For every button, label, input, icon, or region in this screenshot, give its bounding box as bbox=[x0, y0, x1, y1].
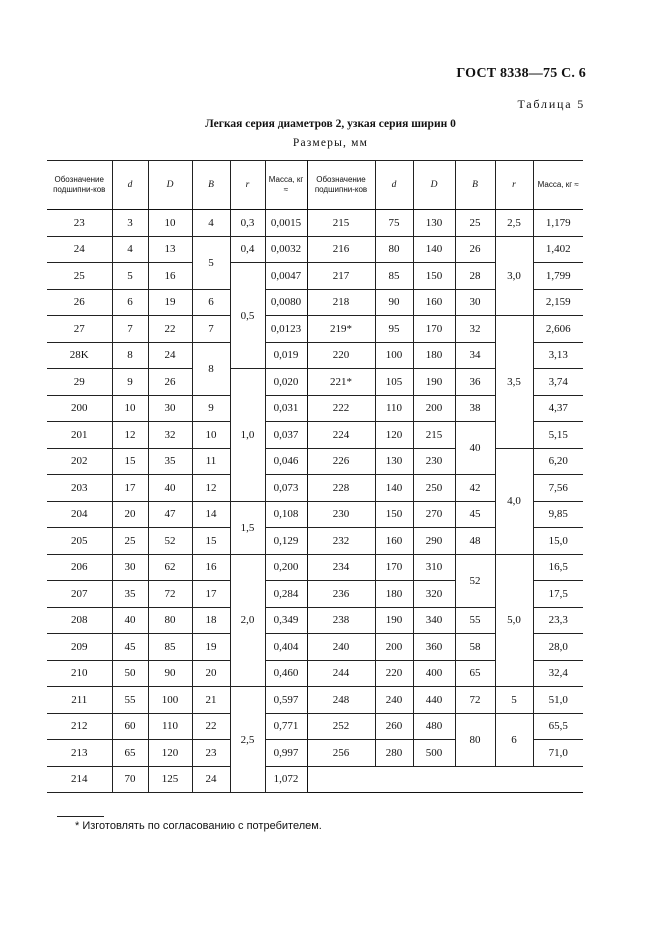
right-B-cell: 80 bbox=[455, 713, 495, 766]
left-D-cell: 40 bbox=[148, 475, 192, 502]
right-r-cell: 5 bbox=[495, 687, 533, 714]
right-designation-cell: 218 bbox=[307, 289, 375, 316]
left-D-cell: 110 bbox=[148, 713, 192, 740]
right-B-cell: 36 bbox=[455, 369, 495, 396]
right-B-cell: 40 bbox=[455, 422, 495, 475]
left-mass-cell: 0,597 bbox=[265, 687, 307, 714]
right-d-cell: 110 bbox=[375, 395, 413, 422]
right-D-cell: 180 bbox=[413, 342, 455, 369]
left-mass-cell: 0,020 bbox=[265, 369, 307, 396]
right-designation-cell: 238 bbox=[307, 607, 375, 634]
left-designation-cell: 206 bbox=[47, 554, 112, 581]
right-D-cell: 160 bbox=[413, 289, 455, 316]
right-r-cell: 3,0 bbox=[495, 236, 533, 316]
left-mass-cell: 0,0080 bbox=[265, 289, 307, 316]
right-mass-cell: 1,402 bbox=[533, 236, 583, 263]
right-mass-cell: 2,159 bbox=[533, 289, 583, 316]
right-D-cell: 190 bbox=[413, 369, 455, 396]
left-designation-cell: 26 bbox=[47, 289, 112, 316]
col-header-mass: Масса, кг ≈ bbox=[533, 161, 583, 210]
left-D-cell: 22 bbox=[148, 316, 192, 343]
right-designation-cell: 232 bbox=[307, 528, 375, 555]
right-d-cell: 140 bbox=[375, 475, 413, 502]
left-d-cell: 35 bbox=[112, 581, 148, 608]
footnote: * Изготовлять по согласованию с потребителем. bbox=[75, 820, 322, 832]
right-D-cell: 250 bbox=[413, 475, 455, 502]
right-mass-cell: 51,0 bbox=[533, 687, 583, 714]
left-designation-cell: 24 bbox=[47, 236, 112, 263]
left-mass-cell: 0,046 bbox=[265, 448, 307, 475]
left-designation-cell: 214 bbox=[47, 766, 112, 793]
left-B-cell: 4 bbox=[192, 210, 230, 237]
right-B-cell: 38 bbox=[455, 395, 495, 422]
left-D-cell: 10 bbox=[148, 210, 192, 237]
left-designation-cell: 29 bbox=[47, 369, 112, 396]
left-B-cell: 8 bbox=[192, 342, 230, 395]
left-B-cell: 9 bbox=[192, 395, 230, 422]
right-d-cell: 260 bbox=[375, 713, 413, 740]
right-designation-cell: 224 bbox=[307, 422, 375, 449]
right-designation-cell: 217 bbox=[307, 263, 375, 290]
page-header: ГОСТ 8338—75 С. 6 bbox=[456, 66, 586, 81]
right-B-cell: 45 bbox=[455, 501, 495, 528]
right-d-cell: 280 bbox=[375, 740, 413, 767]
left-r-cell: 0,5 bbox=[230, 263, 265, 369]
header-row bbox=[47, 161, 583, 210]
left-d-cell: 25 bbox=[112, 528, 148, 555]
right-d-cell: 200 bbox=[375, 634, 413, 661]
table-number: Таблица 5 bbox=[517, 97, 585, 111]
left-d-cell: 45 bbox=[112, 634, 148, 661]
right-D-cell: 140 bbox=[413, 236, 455, 263]
right-D-cell: 320 bbox=[413, 581, 455, 608]
col-header-B: B bbox=[455, 161, 495, 210]
left-B-cell: 12 bbox=[192, 475, 230, 502]
right-mass-cell: 1,799 bbox=[533, 263, 583, 290]
left-mass-cell: 0,0047 bbox=[265, 263, 307, 290]
left-B-cell: 15 bbox=[192, 528, 230, 555]
left-designation-cell: 23 bbox=[47, 210, 112, 237]
table-subtitle: Размеры, мм bbox=[292, 137, 369, 149]
right-d-cell: 80 bbox=[375, 236, 413, 263]
left-D-cell: 62 bbox=[148, 554, 192, 581]
left-mass-cell: 0,0123 bbox=[265, 316, 307, 343]
right-designation-cell: 248 bbox=[307, 687, 375, 714]
left-B-cell: 7 bbox=[192, 316, 230, 343]
table-row bbox=[47, 316, 583, 343]
left-B-cell: 11 bbox=[192, 448, 230, 475]
left-mass-cell: 0,073 bbox=[265, 475, 307, 502]
left-designation-cell: 207 bbox=[47, 581, 112, 608]
right-D-cell: 170 bbox=[413, 316, 455, 343]
left-r-cell: 2,0 bbox=[230, 554, 265, 687]
right-d-cell: 130 bbox=[375, 448, 413, 475]
left-mass-cell: 0,0032 bbox=[265, 236, 307, 263]
col-header-d: d bbox=[112, 161, 148, 210]
right-mass-cell: 28,0 bbox=[533, 634, 583, 661]
right-designation-cell: 226 bbox=[307, 448, 375, 475]
right-designation-cell: 215 bbox=[307, 210, 375, 237]
footnote-rule bbox=[57, 816, 104, 817]
right-d-cell: 160 bbox=[375, 528, 413, 555]
left-D-cell: 30 bbox=[148, 395, 192, 422]
right-d-cell: 180 bbox=[375, 581, 413, 608]
table-row bbox=[47, 766, 583, 793]
right-d-cell: 220 bbox=[375, 660, 413, 687]
right-designation-cell: 256 bbox=[307, 740, 375, 767]
right-d-cell: 105 bbox=[375, 369, 413, 396]
left-mass-cell: 0,031 bbox=[265, 395, 307, 422]
left-designation-cell: 204 bbox=[47, 501, 112, 528]
right-B-cell: 30 bbox=[455, 289, 495, 316]
left-d-cell: 7 bbox=[112, 316, 148, 343]
right-designation-cell: 244 bbox=[307, 660, 375, 687]
right-d-cell: 150 bbox=[375, 501, 413, 528]
left-B-cell: 20 bbox=[192, 660, 230, 687]
left-r-cell: 2,5 bbox=[230, 687, 265, 793]
left-designation-cell: 208 bbox=[47, 607, 112, 634]
right-mass-cell: 23,3 bbox=[533, 607, 583, 634]
col-header-D: D bbox=[148, 161, 192, 210]
right-D-cell: 500 bbox=[413, 740, 455, 767]
left-d-cell: 5 bbox=[112, 263, 148, 290]
left-designation-cell: 27 bbox=[47, 316, 112, 343]
left-B-cell: 10 bbox=[192, 422, 230, 449]
left-B-cell: 14 bbox=[192, 501, 230, 528]
left-designation-cell: 212 bbox=[47, 713, 112, 740]
right-designation-cell: 220 bbox=[307, 342, 375, 369]
left-mass-cell: 0,0015 bbox=[265, 210, 307, 237]
right-D-cell: 400 bbox=[413, 660, 455, 687]
left-d-cell: 4 bbox=[112, 236, 148, 263]
left-r-cell: 0,3 bbox=[230, 210, 265, 237]
left-designation-cell: 213 bbox=[47, 740, 112, 767]
left-d-cell: 40 bbox=[112, 607, 148, 634]
left-mass-cell: 0,129 bbox=[265, 528, 307, 555]
right-r-cell: 6 bbox=[495, 713, 533, 766]
left-mass-cell: 0,404 bbox=[265, 634, 307, 661]
right-mass-cell: 16,5 bbox=[533, 554, 583, 581]
right-designation-cell: 222 bbox=[307, 395, 375, 422]
right-mass-cell: 6,20 bbox=[533, 448, 583, 475]
left-r-cell: 1,5 bbox=[230, 501, 265, 554]
left-designation-cell: 203 bbox=[47, 475, 112, 502]
left-mass-cell: 0,037 bbox=[265, 422, 307, 449]
table-row bbox=[47, 448, 583, 475]
left-B-cell: 5 bbox=[192, 236, 230, 289]
right-r-cell: 4,0 bbox=[495, 448, 533, 554]
left-D-cell: 100 bbox=[148, 687, 192, 714]
right-r-cell: 5,0 bbox=[495, 554, 533, 687]
right-B-cell: 28 bbox=[455, 263, 495, 290]
col-header-r: r bbox=[495, 161, 533, 210]
col-header-mass: Масса, кг ≈ bbox=[265, 161, 307, 210]
right-D-cell: 200 bbox=[413, 395, 455, 422]
right-D-cell: 440 bbox=[413, 687, 455, 714]
table-row bbox=[47, 554, 583, 581]
left-D-cell: 72 bbox=[148, 581, 192, 608]
table-row bbox=[47, 210, 583, 237]
left-mass-cell: 1,072 bbox=[265, 766, 307, 793]
right-B-cell: 25 bbox=[455, 210, 495, 237]
right-B-cell: 34 bbox=[455, 342, 495, 369]
right-mass-cell: 32,4 bbox=[533, 660, 583, 687]
left-d-cell: 30 bbox=[112, 554, 148, 581]
right-mass-cell: 7,56 bbox=[533, 475, 583, 502]
col-header-D: D bbox=[413, 161, 455, 210]
left-d-cell: 8 bbox=[112, 342, 148, 369]
col-header-r: r bbox=[230, 161, 265, 210]
left-designation-cell: 201 bbox=[47, 422, 112, 449]
right-B-cell: 52 bbox=[455, 554, 495, 607]
left-B-cell: 18 bbox=[192, 607, 230, 634]
left-designation-cell: 200 bbox=[47, 395, 112, 422]
right-d-cell: 120 bbox=[375, 422, 413, 449]
left-D-cell: 80 bbox=[148, 607, 192, 634]
right-mass-cell: 15,0 bbox=[533, 528, 583, 555]
left-D-cell: 52 bbox=[148, 528, 192, 555]
right-B-cell: 26 bbox=[455, 236, 495, 263]
right-mass-cell: 3,74 bbox=[533, 369, 583, 396]
right-designation-cell: 240 bbox=[307, 634, 375, 661]
left-mass-cell: 0,771 bbox=[265, 713, 307, 740]
left-D-cell: 13 bbox=[148, 236, 192, 263]
left-d-cell: 3 bbox=[112, 210, 148, 237]
right-B-cell: 48 bbox=[455, 528, 495, 555]
left-designation-cell: 210 bbox=[47, 660, 112, 687]
left-D-cell: 85 bbox=[148, 634, 192, 661]
col-header-d: d bbox=[375, 161, 413, 210]
right-mass-cell: 1,179 bbox=[533, 210, 583, 237]
col-header-designation: Обозначение подшипни-ков bbox=[47, 161, 112, 210]
left-mass-cell: 0,997 bbox=[265, 740, 307, 767]
left-D-cell: 16 bbox=[148, 263, 192, 290]
right-designation-cell: 219* bbox=[307, 316, 375, 343]
left-d-cell: 50 bbox=[112, 660, 148, 687]
left-d-cell: 6 bbox=[112, 289, 148, 316]
left-designation-cell: 25 bbox=[47, 263, 112, 290]
right-mass-cell: 2,606 bbox=[533, 316, 583, 343]
right-mass-cell: 4,37 bbox=[533, 395, 583, 422]
left-mass-cell: 0,460 bbox=[265, 660, 307, 687]
right-mass-cell: 71,0 bbox=[533, 740, 583, 767]
right-mass-cell: 5,15 bbox=[533, 422, 583, 449]
right-D-cell: 130 bbox=[413, 210, 455, 237]
left-B-cell: 16 bbox=[192, 554, 230, 581]
left-designation-cell: 211 bbox=[47, 687, 112, 714]
right-d-cell: 75 bbox=[375, 210, 413, 237]
right-B-cell: 65 bbox=[455, 660, 495, 687]
table-row bbox=[47, 687, 583, 714]
left-r-cell: 1,0 bbox=[230, 369, 265, 502]
right-D-cell: 290 bbox=[413, 528, 455, 555]
left-d-cell: 55 bbox=[112, 687, 148, 714]
left-d-cell: 15 bbox=[112, 448, 148, 475]
left-d-cell: 17 bbox=[112, 475, 148, 502]
right-B-cell: 55 bbox=[455, 607, 495, 634]
col-header-designation: Обозначение подшипни-ков bbox=[307, 161, 375, 210]
left-D-cell: 24 bbox=[148, 342, 192, 369]
left-mass-cell: 0,349 bbox=[265, 607, 307, 634]
right-d-cell: 240 bbox=[375, 687, 413, 714]
right-D-cell: 360 bbox=[413, 634, 455, 661]
table-title: Легкая серия диаметров 2, узкая серия ширин 0 bbox=[205, 118, 456, 130]
right-d-cell: 90 bbox=[375, 289, 413, 316]
right-D-cell: 150 bbox=[413, 263, 455, 290]
right-d-cell: 95 bbox=[375, 316, 413, 343]
right-D-cell: 215 bbox=[413, 422, 455, 449]
right-B-cell: 58 bbox=[455, 634, 495, 661]
right-D-cell: 310 bbox=[413, 554, 455, 581]
right-r-cell: 2,5 bbox=[495, 210, 533, 237]
left-mass-cell: 0,108 bbox=[265, 501, 307, 528]
left-d-cell: 20 bbox=[112, 501, 148, 528]
left-D-cell: 26 bbox=[148, 369, 192, 396]
left-B-cell: 22 bbox=[192, 713, 230, 740]
right-B-cell: 72 bbox=[455, 687, 495, 714]
left-mass-cell: 0,019 bbox=[265, 342, 307, 369]
right-designation-cell: 221* bbox=[307, 369, 375, 396]
left-D-cell: 125 bbox=[148, 766, 192, 793]
right-d-cell: 170 bbox=[375, 554, 413, 581]
right-D-cell: 340 bbox=[413, 607, 455, 634]
left-D-cell: 32 bbox=[148, 422, 192, 449]
right-r-cell: 3,5 bbox=[495, 316, 533, 449]
right-d-cell: 100 bbox=[375, 342, 413, 369]
left-d-cell: 70 bbox=[112, 766, 148, 793]
right-designation-cell: 228 bbox=[307, 475, 375, 502]
left-B-cell: 23 bbox=[192, 740, 230, 767]
left-D-cell: 90 bbox=[148, 660, 192, 687]
left-d-cell: 60 bbox=[112, 713, 148, 740]
left-designation-cell: 209 bbox=[47, 634, 112, 661]
left-designation-cell: 28K bbox=[47, 342, 112, 369]
right-designation-cell: 252 bbox=[307, 713, 375, 740]
left-d-cell: 9 bbox=[112, 369, 148, 396]
left-r-cell: 0,4 bbox=[230, 236, 265, 263]
right-designation-cell: 230 bbox=[307, 501, 375, 528]
left-mass-cell: 0,200 bbox=[265, 554, 307, 581]
right-D-cell: 230 bbox=[413, 448, 455, 475]
right-mass-cell: 3,13 bbox=[533, 342, 583, 369]
left-D-cell: 35 bbox=[148, 448, 192, 475]
right-D-cell: 270 bbox=[413, 501, 455, 528]
right-D-cell: 480 bbox=[413, 713, 455, 740]
left-B-cell: 19 bbox=[192, 634, 230, 661]
left-D-cell: 47 bbox=[148, 501, 192, 528]
left-B-cell: 21 bbox=[192, 687, 230, 714]
bearing-table bbox=[47, 160, 583, 793]
table-row bbox=[47, 713, 583, 740]
left-B-cell: 17 bbox=[192, 581, 230, 608]
left-designation-cell: 205 bbox=[47, 528, 112, 555]
col-header-B: B bbox=[192, 161, 230, 210]
right-mass-cell: 17,5 bbox=[533, 581, 583, 608]
table-row bbox=[47, 236, 583, 263]
left-mass-cell: 0,284 bbox=[265, 581, 307, 608]
left-d-cell: 10 bbox=[112, 395, 148, 422]
left-d-cell: 12 bbox=[112, 422, 148, 449]
left-D-cell: 19 bbox=[148, 289, 192, 316]
right-designation-cell: 216 bbox=[307, 236, 375, 263]
right-d-cell: 85 bbox=[375, 263, 413, 290]
right-designation-cell: 236 bbox=[307, 581, 375, 608]
left-D-cell: 120 bbox=[148, 740, 192, 767]
left-designation-cell: 202 bbox=[47, 448, 112, 475]
right-mass-cell: 65,5 bbox=[533, 713, 583, 740]
right-B-cell: 32 bbox=[455, 316, 495, 343]
right-d-cell: 190 bbox=[375, 607, 413, 634]
left-d-cell: 65 bbox=[112, 740, 148, 767]
right-designation-cell: 234 bbox=[307, 554, 375, 581]
left-B-cell: 6 bbox=[192, 289, 230, 316]
right-B-cell: 42 bbox=[455, 475, 495, 502]
left-B-cell: 24 bbox=[192, 766, 230, 793]
right-mass-cell: 9,85 bbox=[533, 501, 583, 528]
